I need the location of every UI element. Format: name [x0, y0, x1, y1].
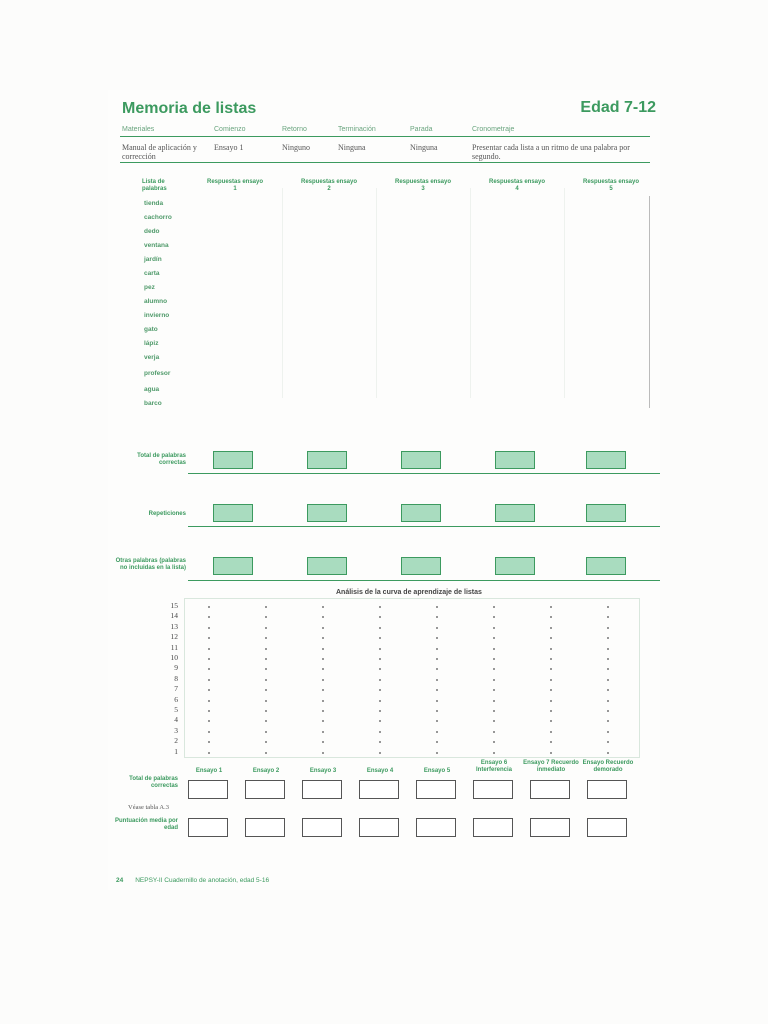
- footer-text: NEPSY-II Cuadernillo de anotación, edad 5-16: [135, 877, 270, 884]
- x-category-label: Ensayo 7 Recuerdo inmediato: [523, 760, 579, 773]
- trial-header-5: Respuestas ensayo 5: [582, 179, 640, 192]
- mean-score-box[interactable]: [473, 818, 513, 837]
- y-tick-label: 2: [174, 736, 178, 746]
- mean-score-box[interactable]: [587, 818, 627, 837]
- total-correct-chart-label: Total de palabras correctas: [129, 776, 178, 789]
- word-item: profesor: [144, 370, 171, 377]
- y-tick-label: 14: [170, 611, 178, 621]
- repetitions-label: Repeticiones: [148, 511, 186, 517]
- header-value-stop: Ninguna: [410, 143, 438, 152]
- header-label-timing: Cronometraje: [472, 126, 515, 133]
- word-item: pez: [144, 284, 155, 291]
- total-correct-box[interactable]: [473, 780, 513, 799]
- total-correct-box[interactable]: [530, 780, 570, 799]
- y-tick-label: 3: [174, 725, 178, 735]
- header-value-return: Ninguno: [282, 143, 310, 152]
- word-item: barco: [144, 400, 162, 407]
- header-label-termination: Terminación: [338, 126, 376, 133]
- y-tick-label: 4: [174, 715, 178, 725]
- x-category-label: Ensayo 4: [366, 768, 394, 774]
- header-label-materials: Materiales: [122, 126, 155, 133]
- word-item: tienda: [144, 200, 164, 207]
- y-tick-label: 13: [170, 621, 178, 631]
- y-tick-label: 6: [174, 694, 178, 704]
- word-item: cachorro: [144, 214, 172, 221]
- x-category-label: Ensayo 2: [252, 768, 280, 774]
- see-table-note: Véase tabla A.3: [128, 804, 169, 811]
- x-category-label: Ensayo 5: [423, 768, 451, 774]
- word-item: agua: [144, 386, 160, 393]
- x-category-label: Ensayo 3: [309, 768, 337, 774]
- y-tick-label: 15: [170, 601, 178, 610]
- score-boxes: [108, 90, 660, 890]
- age-range: Edad 7-12: [580, 99, 656, 116]
- y-tick-label: 7: [174, 684, 178, 694]
- x-category-label: Ensayo 1: [195, 768, 223, 774]
- other-words-label: Otras palabras (palabras no incluidas en la lista): [115, 558, 186, 571]
- total-correct-box[interactable]: [245, 780, 285, 799]
- header-value-timing: Presentar cada lista a un ritmo de una palabra por segundo.: [472, 143, 630, 161]
- page-title: Memoria de listas: [122, 100, 257, 117]
- y-tick-label: 9: [174, 663, 178, 673]
- mean-score-box[interactable]: [188, 818, 228, 837]
- header-label-stop: Parada: [410, 126, 433, 133]
- total-correct-label: Total de palabras correctas: [137, 453, 186, 466]
- page-footer: [116, 877, 269, 884]
- y-tick-label: 10: [170, 653, 178, 662]
- word-item: lápiz: [144, 340, 159, 347]
- header-label-start: Comienzo: [214, 126, 246, 133]
- mean-score-box[interactable]: [530, 818, 570, 837]
- mean-score-box[interactable]: [245, 818, 285, 837]
- word-item: jardín: [144, 256, 162, 263]
- header-value-start: Ensayo 1: [214, 143, 244, 152]
- mean-score-box[interactable]: [416, 818, 456, 837]
- word-item: verja: [144, 354, 160, 361]
- word-item: ventana: [144, 242, 169, 249]
- y-tick-label: 8: [174, 673, 178, 683]
- word-item: alumno: [144, 298, 168, 305]
- header-value-termination: Ninguna: [338, 143, 366, 152]
- header-value-materials: Manual de aplicación y corrección: [122, 143, 197, 161]
- y-tick-label: 5: [174, 705, 178, 714]
- y-tick-label: 12: [170, 632, 178, 642]
- x-category-label: Ensayo Recuerdo demorado: [582, 760, 634, 773]
- mean-score-box[interactable]: [302, 818, 342, 837]
- total-correct-box[interactable]: [416, 780, 456, 799]
- total-correct-box[interactable]: [302, 780, 342, 799]
- word-item: dedo: [144, 228, 160, 235]
- record-form-page: [108, 90, 660, 890]
- word-item: gato: [144, 326, 158, 333]
- word-list-header: Lista de palabras: [142, 179, 167, 192]
- mean-score-label: Puntuación media por edad: [114, 818, 178, 831]
- mean-score-box[interactable]: [359, 818, 399, 837]
- trial-header-3: Respuestas ensayo 3: [394, 179, 452, 192]
- analysis-title: Análisis de la curva de aprendizaje de listas: [336, 589, 482, 596]
- total-correct-box[interactable]: [359, 780, 399, 799]
- y-tick-label: 11: [170, 642, 178, 652]
- trial-header-1: Respuestas ensayo 1: [206, 179, 264, 192]
- page-number: 24: [116, 877, 124, 884]
- trial-header-2: Respuestas ensayo 2: [300, 179, 358, 192]
- x-category-label: Ensayo 6 Interferencia: [475, 760, 512, 773]
- y-tick-label: 1: [174, 746, 178, 756]
- total-correct-box[interactable]: [188, 780, 228, 799]
- trial-header-4: Respuestas ensayo 4: [488, 179, 546, 192]
- word-item: carta: [144, 270, 160, 277]
- word-item: invierno: [144, 312, 170, 319]
- header-label-return: Retorno: [282, 126, 307, 133]
- total-correct-box[interactable]: [587, 780, 627, 799]
